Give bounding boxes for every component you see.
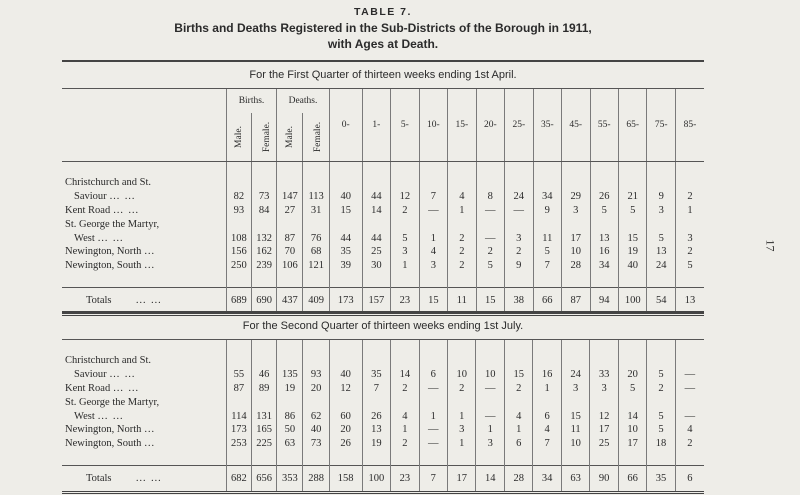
age-header: 25- (505, 89, 533, 162)
totals-cell: 87 (562, 287, 590, 314)
table-title-line1: Births and Deaths Registered in the Sub-Districts of the Borough in 1911, (174, 21, 592, 35)
age-header: 15- (448, 89, 476, 162)
table-cell: 17 (618, 437, 646, 451)
table-cell: 1 (448, 409, 476, 423)
table-cell: — (476, 231, 504, 245)
deaths-header: Deaths. (277, 89, 330, 114)
table-cell: 17 (590, 423, 618, 437)
table-cell: — (476, 204, 504, 218)
table-cell: 10 (562, 245, 590, 259)
totals-cell: 6 (675, 465, 704, 492)
district-name (62, 423, 226, 437)
table-cell: 2 (391, 204, 419, 218)
table-label: TABLE 7. (354, 6, 412, 18)
age-header: 85- (675, 89, 704, 162)
table-row (62, 176, 704, 190)
district-name (62, 190, 226, 204)
totals-cell: 11 (448, 287, 476, 314)
table-cell: 5 (647, 231, 675, 245)
table-cell: 40 (329, 190, 362, 204)
table-cell: 3 (647, 204, 675, 218)
table-row (62, 368, 704, 382)
leader-dots: … … (135, 294, 163, 306)
table-cell: 5 (647, 423, 675, 437)
table-cell: 4 (391, 409, 419, 423)
table-row (62, 409, 704, 423)
district-name (62, 259, 226, 273)
district-name (62, 204, 226, 218)
table-cell: 70 (277, 245, 303, 259)
table-cell: — (419, 437, 447, 451)
table-cell: 5 (533, 245, 561, 259)
table-cell: 86 (277, 409, 303, 423)
table-cell: 132 (252, 231, 277, 245)
table-cell: 26 (590, 190, 618, 204)
district-label: Newington, North (65, 424, 142, 436)
totals-cell: 689 (226, 287, 251, 314)
table-cell: 5 (647, 409, 675, 423)
table-cell: 13 (590, 231, 618, 245)
table-cell: 3 (391, 245, 419, 259)
table-cell: 12 (391, 190, 419, 204)
table-cell: 73 (252, 190, 277, 204)
table-cell: 1 (476, 423, 504, 437)
table-cell: 15 (561, 409, 589, 423)
table-cell: 25 (362, 245, 390, 259)
table-cell: — (476, 409, 504, 423)
table-cell: 29 (562, 190, 590, 204)
table-cell: 5 (675, 259, 704, 273)
table-cell: 63 (277, 437, 303, 451)
table-row (62, 245, 704, 259)
age-header: 0- (329, 89, 362, 162)
totals-cell: 353 (277, 465, 303, 492)
table-cell: 26 (362, 409, 390, 423)
district-label: Newington, North (65, 246, 142, 258)
table-cell: 62 (303, 409, 329, 423)
table-cell: 11 (533, 231, 561, 245)
leader-dots: … … (97, 410, 124, 422)
table-cell: 3 (448, 423, 476, 437)
district-name (62, 382, 226, 396)
totals-cell: 15 (476, 287, 504, 314)
age-header: 35- (533, 89, 561, 162)
table-cell: 11 (561, 423, 589, 437)
table-cell: 18 (647, 437, 675, 451)
table-cell: 3 (675, 231, 704, 245)
table-cell: 24 (505, 190, 533, 204)
age-header: 75- (647, 89, 675, 162)
totals-cell: 437 (277, 287, 303, 314)
totals-label-cell (62, 465, 226, 492)
leader-dots: … (144, 438, 156, 450)
age-header: 55- (590, 89, 618, 162)
table-cell: 14 (362, 204, 390, 218)
table-cell: 68 (303, 245, 329, 259)
table-cell: 6 (504, 437, 532, 451)
totals-cell: 13 (675, 287, 704, 314)
table-cell: 16 (590, 245, 618, 259)
table-cell: 6 (419, 368, 447, 382)
table-cell: 2 (675, 437, 704, 451)
table-cell: 1 (391, 423, 419, 437)
totals-row (62, 465, 704, 492)
table-cell: 19 (277, 382, 303, 396)
table-cell: 4 (675, 423, 704, 437)
table-cell: 20 (618, 368, 646, 382)
table-cell: 8 (476, 190, 504, 204)
totals-cell: 409 (303, 287, 329, 314)
page-number: 17 (763, 239, 778, 252)
table-cell: 2 (675, 245, 704, 259)
table-row (62, 437, 704, 451)
table-cell: 50 (277, 423, 303, 437)
table-cell: 2 (448, 259, 476, 273)
district-label: Kent Road (65, 204, 111, 216)
table-cell: 131 (252, 409, 277, 423)
table-row (62, 204, 704, 218)
leader-dots: … … (109, 369, 136, 381)
totals-cell: 100 (618, 287, 646, 314)
table-cell: 162 (252, 245, 277, 259)
table-cell: 25 (590, 437, 618, 451)
table-cell: 20 (303, 382, 329, 396)
table-cell: 15 (618, 231, 646, 245)
table-cell: 10 (476, 368, 504, 382)
district-label: Saviour (74, 369, 107, 381)
totals-cell: 66 (533, 287, 561, 314)
table-cell: — (419, 204, 447, 218)
table-cell: 5 (590, 204, 618, 218)
table-cell: 7 (362, 382, 390, 396)
second-quarter-table (62, 311, 704, 494)
table-cell: 1 (448, 437, 476, 451)
table-cell: 14 (618, 409, 646, 423)
table-cell: 76 (303, 231, 329, 245)
table-cell: 40 (618, 259, 646, 273)
table-row (62, 354, 704, 368)
table-cell: 1 (419, 409, 447, 423)
table-cell: 7 (533, 259, 561, 273)
table-cell: 113 (303, 190, 329, 204)
table-cell: 15 (504, 368, 532, 382)
district-name (62, 368, 226, 382)
district-label: Newington, South (65, 260, 142, 272)
table-cell: 5 (647, 368, 675, 382)
table-cell: 87 (277, 231, 303, 245)
table-cell: — (419, 382, 447, 396)
table-cell: 239 (252, 259, 277, 273)
births-header: Births. (226, 89, 276, 114)
table-cell: 1 (675, 204, 704, 218)
table-cell: 2 (504, 382, 532, 396)
table-cell: 250 (226, 259, 251, 273)
totals-cell: 63 (561, 465, 589, 492)
table-row (62, 231, 704, 245)
age-header: 20- (476, 89, 504, 162)
table-cell: 4 (448, 190, 476, 204)
table-cell: 225 (252, 437, 277, 451)
table-cell: 4 (419, 245, 447, 259)
male-column-header (277, 113, 303, 162)
totals-cell: 17 (448, 465, 476, 492)
district-name (62, 409, 226, 423)
totals-cell: 7 (419, 465, 447, 492)
totals-cell: 54 (647, 287, 675, 314)
table-cell: 147 (277, 190, 303, 204)
table-cell: 165 (252, 423, 277, 437)
totals-cell: 23 (391, 465, 419, 492)
table-cell: 135 (277, 368, 303, 382)
table-cell: 93 (303, 368, 329, 382)
table-cell: 34 (590, 259, 618, 273)
totals-label: Totals (86, 294, 112, 306)
totals-cell: 656 (252, 465, 277, 492)
table-cell: 106 (277, 259, 303, 273)
table-cell: 84 (252, 204, 277, 218)
totals-cell: 100 (362, 465, 390, 492)
table-cell: 253 (226, 437, 251, 451)
age-header: 10- (419, 89, 447, 162)
table-cell: 46 (252, 368, 277, 382)
table-cell: — (419, 423, 447, 437)
table-cell: 3 (476, 437, 504, 451)
table-cell: 89 (252, 382, 277, 396)
totals-label: Totals (86, 472, 112, 484)
table-cell: 1 (448, 204, 476, 218)
table-cell: 17 (562, 231, 590, 245)
table-cell: 16 (533, 368, 561, 382)
table-cell: 93 (226, 204, 251, 218)
totals-cell: 158 (329, 465, 362, 492)
female-column-header (303, 113, 329, 162)
totals-cell: 34 (533, 465, 561, 492)
table-cell: 114 (226, 409, 251, 423)
table-cell: 10 (618, 423, 646, 437)
table-cell: 12 (329, 382, 362, 396)
age-header: 5- (391, 89, 419, 162)
table-cell: 82 (226, 190, 251, 204)
male-label: Male. (233, 126, 244, 148)
table-cell: 3 (590, 382, 618, 396)
district-name (62, 245, 226, 259)
leader-dots: … … (112, 204, 140, 216)
table-cell: 3 (562, 204, 590, 218)
table-cell: 3 (561, 382, 589, 396)
table-cell: 2 (647, 382, 675, 396)
district-label: West (74, 232, 95, 244)
table-cell: 28 (562, 259, 590, 273)
table-cell: 19 (362, 437, 390, 451)
table-cell: 12 (590, 409, 618, 423)
table-cell: 13 (362, 423, 390, 437)
district-name-line1: Christchurch and St. (65, 355, 152, 367)
totals-cell: 15 (419, 287, 447, 314)
district-name-line1: Christchurch and St. (65, 177, 152, 189)
totals-cell: 23 (391, 287, 419, 314)
quarter-title: For the First Quarter of thirteen weeks ending 1st April. (62, 61, 704, 89)
table-title-line2: with Ages at Death. (327, 37, 439, 51)
table-cell: 9 (505, 259, 533, 273)
table-cell: 13 (647, 245, 675, 259)
table-cell: — (675, 368, 704, 382)
table-cell: 3 (419, 259, 447, 273)
leader-dots: … (144, 260, 156, 272)
table-cell: 26 (329, 437, 362, 451)
first-quarter-table (62, 60, 704, 316)
quarter-title: For the Second Quarter of thirteen weeks ending 1st July. (62, 312, 704, 340)
table-cell: 24 (561, 368, 589, 382)
table-cell: 9 (533, 204, 561, 218)
table-cell: 5 (618, 382, 646, 396)
table-cell: 14 (391, 368, 419, 382)
totals-cell: 157 (362, 287, 390, 314)
table-cell: — (675, 409, 704, 423)
totals-cell: 38 (505, 287, 533, 314)
totals-cell: 690 (252, 287, 277, 314)
table-cell: 173 (226, 423, 251, 437)
table-cell: 2 (391, 382, 419, 396)
table-cell: 3 (505, 231, 533, 245)
female-label: Female. (262, 121, 273, 153)
district-header (62, 89, 226, 162)
table-cell: 73 (303, 437, 329, 451)
district-label: Newington, South (65, 438, 142, 450)
table-cell: 44 (329, 231, 362, 245)
age-header: 1- (362, 89, 390, 162)
table-cell: 27 (277, 204, 303, 218)
totals-cell: 14 (476, 465, 504, 492)
table-cell: 5 (618, 204, 646, 218)
table-cell: 2 (448, 231, 476, 245)
totals-cell: 173 (329, 287, 362, 314)
female-label: Female. (313, 121, 324, 153)
district-label: West (74, 410, 95, 422)
table-cell: 2 (505, 245, 533, 259)
table-row (62, 423, 704, 437)
table-cell: 156 (226, 245, 251, 259)
leader-dots: … … (109, 191, 136, 203)
female-column-header (252, 113, 277, 162)
table-cell: 10 (448, 368, 476, 382)
table-cell: 31 (303, 204, 329, 218)
table-cell: 44 (362, 190, 390, 204)
totals-cell: 682 (226, 465, 251, 492)
district-name-line1: St. George the Martyr, (65, 396, 160, 408)
table-cell: 1 (504, 423, 532, 437)
table-cell: 10 (561, 437, 589, 451)
table-cell: 1 (391, 259, 419, 273)
table-cell: 6 (533, 409, 561, 423)
table-cell: — (505, 204, 533, 218)
age-header: 45- (562, 89, 590, 162)
totals-cell: 288 (303, 465, 329, 492)
table-cell: 35 (362, 368, 390, 382)
leader-dots: … … (112, 382, 140, 394)
totals-cell: 66 (618, 465, 646, 492)
table-cell: 34 (533, 190, 561, 204)
table-cell: 87 (226, 382, 251, 396)
district-label: Saviour (74, 191, 107, 203)
table-cell: 44 (362, 231, 390, 245)
totals-cell: 35 (647, 465, 675, 492)
table-cell: 2 (675, 190, 704, 204)
table-cell: 2 (448, 382, 476, 396)
table-row (62, 382, 704, 396)
totals-cell: 90 (590, 465, 618, 492)
table-cell: 1 (419, 231, 447, 245)
table-cell: — (476, 382, 504, 396)
table-cell: — (675, 382, 704, 396)
table-cell: 21 (618, 190, 646, 204)
leader-dots: … (144, 246, 156, 258)
table-cell: 2 (448, 245, 476, 259)
table-cell: 5 (391, 231, 419, 245)
totals-cell: 28 (504, 465, 532, 492)
table-cell: 15 (329, 204, 362, 218)
table-cell: 2 (391, 437, 419, 451)
table-row (62, 259, 704, 273)
table-row (62, 217, 704, 231)
district-label: Kent Road (65, 382, 111, 394)
table-row (62, 190, 704, 204)
table-cell: 39 (329, 259, 362, 273)
table-cell: 7 (419, 190, 447, 204)
table-cell: 40 (303, 423, 329, 437)
table-cell: 20 (329, 423, 362, 437)
district-name-line1: St. George the Martyr, (65, 218, 160, 230)
table-cell: 35 (329, 245, 362, 259)
table-cell: 40 (329, 368, 362, 382)
male-column-header (226, 113, 251, 162)
table-cell: 1 (533, 382, 561, 396)
district-name (62, 437, 226, 451)
table-cell: 4 (533, 423, 561, 437)
age-header: 65- (618, 89, 646, 162)
table-row (62, 395, 704, 409)
leader-dots: … … (97, 232, 124, 244)
table-cell: 33 (590, 368, 618, 382)
table-cell: 108 (226, 231, 251, 245)
table-cell: 7 (533, 437, 561, 451)
table-cell: 30 (362, 259, 390, 273)
male-label: Male. (284, 126, 295, 148)
totals-cell: 94 (590, 287, 618, 314)
table-cell: 19 (618, 245, 646, 259)
table-cell: 55 (226, 368, 251, 382)
table-cell: 4 (504, 409, 532, 423)
leader-dots: … … (135, 472, 163, 484)
table-cell: 2 (476, 245, 504, 259)
table-cell: 5 (476, 259, 504, 273)
leader-dots: … (144, 424, 156, 436)
district-name (62, 231, 226, 245)
table-cell: 24 (647, 259, 675, 273)
table-cell: 60 (329, 409, 362, 423)
table-cell: 9 (647, 190, 675, 204)
table-cell: 121 (303, 259, 329, 273)
